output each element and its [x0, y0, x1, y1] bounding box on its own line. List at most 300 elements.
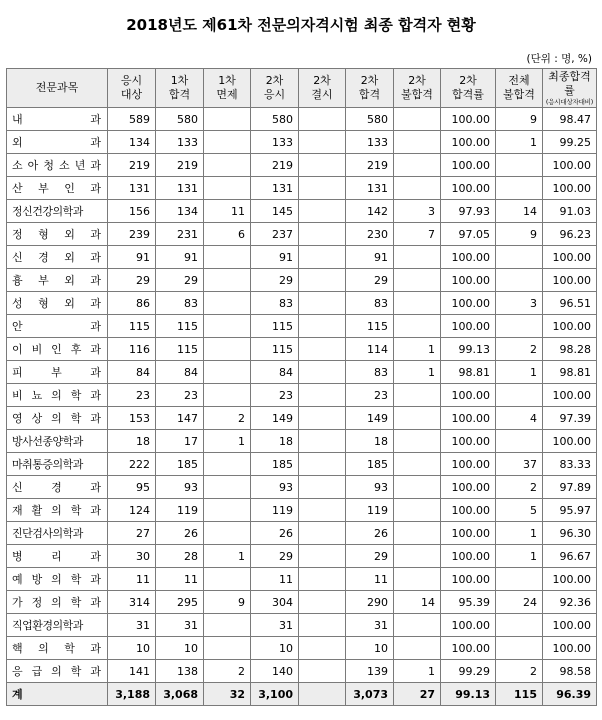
cell-second-fail	[394, 246, 441, 269]
cell-second-fail	[394, 292, 441, 315]
cell-first-pass: 231	[156, 223, 204, 246]
cell-second-rate: 100.00	[441, 522, 496, 545]
cell-eligible: 239	[108, 223, 156, 246]
cell-second-absent	[299, 384, 346, 407]
cell-total-fail: 9	[496, 223, 543, 246]
cell-second-pass: 18	[346, 430, 394, 453]
cell-second-taken: 84	[251, 361, 299, 384]
header-second-pass: 2차 합격	[346, 69, 394, 108]
cell-eligible: 30	[108, 545, 156, 568]
specialty-name	[7, 108, 108, 131]
specialty-name	[7, 637, 108, 660]
cell-first-exempt: 1	[204, 430, 251, 453]
table-row	[7, 614, 597, 637]
cell-total-fail	[496, 269, 543, 292]
table-row	[7, 591, 597, 614]
table-row	[7, 545, 597, 568]
cell-second-rate: 100.00	[441, 637, 496, 660]
specialty-name	[7, 269, 108, 292]
cell-final-rate: 97.39	[543, 407, 597, 430]
cell-final-rate: 100.00	[543, 430, 597, 453]
cell-second-pass: 91	[346, 246, 394, 269]
cell-second-rate: 100.00	[441, 430, 496, 453]
cell-first-exempt: 2	[204, 407, 251, 430]
cell-final-rate: 96.39	[543, 683, 597, 706]
cell-total-fail: 1	[496, 522, 543, 545]
table-row	[7, 361, 597, 384]
table-row	[7, 430, 597, 453]
table-row	[7, 522, 597, 545]
cell-second-taken: 580	[251, 108, 299, 131]
cell-final-rate: 83.33	[543, 453, 597, 476]
cell-first-pass: 11	[156, 568, 204, 591]
specialty-name	[7, 407, 108, 430]
specialty-name-text: 신 경 과	[12, 481, 101, 494]
specialty-name	[7, 568, 108, 591]
cell-final-rate: 96.51	[543, 292, 597, 315]
header-row	[7, 69, 597, 108]
cell-first-pass: 147	[156, 407, 204, 430]
cell-eligible: 23	[108, 384, 156, 407]
cell-first-pass: 26	[156, 522, 204, 545]
cell-total-fail	[496, 614, 543, 637]
cell-final-rate: 99.25	[543, 131, 597, 154]
cell-second-rate: 100.00	[441, 131, 496, 154]
cell-second-taken: 3,100	[251, 683, 299, 706]
cell-first-exempt	[204, 108, 251, 131]
specialty-name	[7, 614, 108, 637]
specialty-name-text: 산 부 인 과	[12, 182, 101, 195]
results-table	[6, 68, 597, 706]
specialty-name-text: 가 정 의 학 과	[12, 596, 101, 609]
cell-second-taken: 29	[251, 269, 299, 292]
cell-eligible: 11	[108, 568, 156, 591]
cell-second-pass: 119	[346, 499, 394, 522]
table-row	[7, 499, 597, 522]
table-row	[7, 407, 597, 430]
cell-second-pass: 23	[346, 384, 394, 407]
cell-first-pass: 84	[156, 361, 204, 384]
cell-eligible: 156	[108, 200, 156, 223]
table-row	[7, 200, 597, 223]
header-first-exempt: 1차 면제	[204, 69, 251, 108]
cell-total-fail: 24	[496, 591, 543, 614]
cell-total-fail	[496, 637, 543, 660]
cell-second-absent	[299, 522, 346, 545]
cell-second-fail: 1	[394, 660, 441, 683]
table-row	[7, 292, 597, 315]
cell-second-absent	[299, 453, 346, 476]
cell-first-exempt: 1	[204, 545, 251, 568]
cell-second-absent	[299, 476, 346, 499]
table-row	[7, 223, 597, 246]
cell-total-fail: 3	[496, 292, 543, 315]
cell-total-fail	[496, 246, 543, 269]
page-title: 2018년도 제61차 전문의자격시험 최종 합격자 현황	[126, 16, 476, 34]
cell-first-exempt	[204, 154, 251, 177]
specialty-name-text: 진단검사의학과	[12, 527, 83, 540]
cell-second-taken: 115	[251, 338, 299, 361]
cell-second-fail	[394, 384, 441, 407]
cell-second-absent	[299, 223, 346, 246]
cell-first-exempt	[204, 568, 251, 591]
cell-second-pass: 83	[346, 361, 394, 384]
cell-second-pass: 29	[346, 269, 394, 292]
specialty-name-text: 내 과	[12, 113, 101, 126]
cell-eligible: 95	[108, 476, 156, 499]
cell-second-taken: 119	[251, 499, 299, 522]
cell-second-fail	[394, 269, 441, 292]
table-row	[7, 637, 597, 660]
specialty-name	[7, 545, 108, 568]
unit-note: (단위 : 명, %)	[526, 53, 592, 65]
cell-first-pass: 91	[156, 246, 204, 269]
specialty-name	[7, 361, 108, 384]
cell-first-exempt	[204, 315, 251, 338]
cell-second-pass: 11	[346, 568, 394, 591]
cell-second-fail: 27	[394, 683, 441, 706]
cell-second-pass: 149	[346, 407, 394, 430]
cell-second-taken: 83	[251, 292, 299, 315]
cell-total-fail: 2	[496, 338, 543, 361]
cell-first-pass: 138	[156, 660, 204, 683]
table-row	[7, 453, 597, 476]
cell-first-pass: 134	[156, 200, 204, 223]
cell-total-fail: 1	[496, 131, 543, 154]
specialty-name	[7, 453, 108, 476]
specialty-name	[7, 131, 108, 154]
cell-eligible: 18	[108, 430, 156, 453]
cell-first-exempt	[204, 453, 251, 476]
cell-total-fail: 14	[496, 200, 543, 223]
cell-eligible: 219	[108, 154, 156, 177]
cell-eligible: 314	[108, 591, 156, 614]
cell-eligible: 222	[108, 453, 156, 476]
cell-final-rate: 95.97	[543, 499, 597, 522]
cell-final-rate: 100.00	[543, 154, 597, 177]
cell-eligible: 153	[108, 407, 156, 430]
cell-second-fail: 14	[394, 591, 441, 614]
cell-first-exempt	[204, 131, 251, 154]
header-second-taken: 2차 응시	[251, 69, 299, 108]
cell-total-fail	[496, 430, 543, 453]
cell-second-pass: 93	[346, 476, 394, 499]
cell-second-rate: 100.00	[441, 154, 496, 177]
cell-second-fail: 1	[394, 361, 441, 384]
cell-second-absent	[299, 131, 346, 154]
cell-second-taken: 133	[251, 131, 299, 154]
cell-first-exempt	[204, 269, 251, 292]
cell-second-taken: 93	[251, 476, 299, 499]
cell-second-fail	[394, 453, 441, 476]
cell-second-pass: 131	[346, 177, 394, 200]
cell-second-taken: 237	[251, 223, 299, 246]
cell-first-pass: 10	[156, 637, 204, 660]
cell-second-fail: 1	[394, 338, 441, 361]
cell-final-rate: 92.36	[543, 591, 597, 614]
cell-second-fail	[394, 522, 441, 545]
table-row	[7, 131, 597, 154]
cell-second-absent	[299, 154, 346, 177]
cell-second-rate: 100.00	[441, 108, 496, 131]
cell-second-rate: 100.00	[441, 499, 496, 522]
specialty-name-text: 이 비 인 후 과	[12, 343, 101, 356]
cell-second-absent	[299, 660, 346, 683]
cell-second-pass: 115	[346, 315, 394, 338]
cell-second-rate: 97.05	[441, 223, 496, 246]
header-second-fail: 2차 불합격	[394, 69, 441, 108]
specialty-name-text: 흉 부 외 과	[12, 274, 101, 287]
cell-total-fail: 4	[496, 407, 543, 430]
cell-first-pass: 133	[156, 131, 204, 154]
cell-total-fail	[496, 154, 543, 177]
cell-second-fail	[394, 568, 441, 591]
cell-second-taken: 219	[251, 154, 299, 177]
cell-eligible: 131	[108, 177, 156, 200]
cell-second-fail	[394, 108, 441, 131]
cell-first-pass: 29	[156, 269, 204, 292]
cell-second-taken: 18	[251, 430, 299, 453]
specialty-name	[7, 315, 108, 338]
cell-first-exempt	[204, 637, 251, 660]
cell-second-absent	[299, 407, 346, 430]
cell-second-pass: 219	[346, 154, 394, 177]
cell-first-pass: 23	[156, 384, 204, 407]
cell-eligible: 29	[108, 269, 156, 292]
cell-final-rate: 98.58	[543, 660, 597, 683]
specialty-name-text: 직업환경의학과	[12, 619, 83, 632]
cell-first-pass: 295	[156, 591, 204, 614]
table-row	[7, 476, 597, 499]
cell-eligible: 91	[108, 246, 156, 269]
header-final-rate: 최종합격률 (응시대상자대비)	[543, 69, 597, 108]
table-row	[7, 154, 597, 177]
cell-first-exempt: 11	[204, 200, 251, 223]
cell-second-pass: 31	[346, 614, 394, 637]
cell-total-fail	[496, 568, 543, 591]
specialty-name	[7, 223, 108, 246]
cell-second-taken: 29	[251, 545, 299, 568]
cell-second-absent	[299, 591, 346, 614]
cell-second-pass: 3,073	[346, 683, 394, 706]
specialty-name	[7, 430, 108, 453]
specialty-name	[7, 177, 108, 200]
cell-second-absent	[299, 315, 346, 338]
cell-final-rate: 100.00	[543, 269, 597, 292]
specialty-name	[7, 660, 108, 683]
specialty-name	[7, 591, 108, 614]
cell-total-fail	[496, 315, 543, 338]
specialty-name-text: 방사선종양학과	[12, 435, 83, 448]
cell-first-pass: 185	[156, 453, 204, 476]
cell-second-fail	[394, 131, 441, 154]
cell-second-absent	[299, 568, 346, 591]
table-row	[7, 269, 597, 292]
cell-second-taken: 115	[251, 315, 299, 338]
specialty-name-text: 핵 의 학 과	[12, 642, 101, 655]
specialty-name	[7, 384, 108, 407]
cell-second-absent	[299, 108, 346, 131]
header-eligible: 응시 대상	[108, 69, 156, 108]
specialty-name	[7, 476, 108, 499]
cell-second-rate: 95.39	[441, 591, 496, 614]
cell-first-exempt	[204, 338, 251, 361]
total-row	[7, 683, 597, 706]
cell-first-pass: 119	[156, 499, 204, 522]
cell-first-pass: 17	[156, 430, 204, 453]
cell-total-fail: 9	[496, 108, 543, 131]
cell-second-taken: 140	[251, 660, 299, 683]
cell-second-taken: 26	[251, 522, 299, 545]
table-row	[7, 338, 597, 361]
cell-eligible: 589	[108, 108, 156, 131]
cell-second-rate: 100.00	[441, 177, 496, 200]
table-row	[7, 246, 597, 269]
cell-second-taken: 23	[251, 384, 299, 407]
cell-second-taken: 31	[251, 614, 299, 637]
table-row	[7, 384, 597, 407]
cell-first-pass: 93	[156, 476, 204, 499]
specialty-name-text: 예 방 의 학 과	[12, 573, 101, 586]
cell-second-rate: 100.00	[441, 407, 496, 430]
cell-second-pass: 83	[346, 292, 394, 315]
cell-first-exempt	[204, 522, 251, 545]
specialty-name-text: 안 과	[12, 320, 101, 333]
cell-second-taken: 91	[251, 246, 299, 269]
cell-total-fail: 37	[496, 453, 543, 476]
cell-first-exempt: 2	[204, 660, 251, 683]
cell-second-absent	[299, 200, 346, 223]
header-first-pass: 1차 합격	[156, 69, 204, 108]
specialty-name-text: 성 형 외 과	[12, 297, 101, 310]
specialty-name-text: 피 부 과	[12, 366, 101, 379]
cell-second-fail	[394, 315, 441, 338]
cell-second-absent	[299, 614, 346, 637]
cell-second-fail	[394, 177, 441, 200]
cell-first-exempt	[204, 499, 251, 522]
cell-final-rate: 96.30	[543, 522, 597, 545]
cell-second-taken: 10	[251, 637, 299, 660]
cell-final-rate: 98.47	[543, 108, 597, 131]
cell-second-rate: 100.00	[441, 476, 496, 499]
cell-final-rate: 100.00	[543, 177, 597, 200]
cell-final-rate: 100.00	[543, 315, 597, 338]
cell-final-rate: 100.00	[543, 637, 597, 660]
cell-second-pass: 139	[346, 660, 394, 683]
cell-second-rate: 100.00	[441, 246, 496, 269]
cell-first-exempt: 32	[204, 683, 251, 706]
cell-second-absent	[299, 246, 346, 269]
cell-first-pass: 83	[156, 292, 204, 315]
cell-first-exempt	[204, 614, 251, 637]
header-specialty: 전문과목	[7, 69, 108, 108]
specialty-name-text: 재 활 의 학 과	[12, 504, 101, 517]
cell-eligible: 124	[108, 499, 156, 522]
cell-first-exempt	[204, 361, 251, 384]
table-row	[7, 177, 597, 200]
cell-eligible: 84	[108, 361, 156, 384]
cell-total-fail: 1	[496, 545, 543, 568]
cell-second-fail	[394, 407, 441, 430]
cell-second-pass: 290	[346, 591, 394, 614]
specialty-name	[7, 499, 108, 522]
header-total-fail: 전체 불합격	[496, 69, 543, 108]
cell-second-pass: 580	[346, 108, 394, 131]
cell-final-rate: 97.89	[543, 476, 597, 499]
cell-first-pass: 219	[156, 154, 204, 177]
cell-second-absent	[299, 292, 346, 315]
cell-second-absent	[299, 637, 346, 660]
cell-second-rate: 100.00	[441, 384, 496, 407]
cell-second-pass: 10	[346, 637, 394, 660]
cell-second-absent	[299, 361, 346, 384]
cell-first-exempt	[204, 384, 251, 407]
cell-final-rate: 96.23	[543, 223, 597, 246]
cell-final-rate: 98.28	[543, 338, 597, 361]
cell-eligible: 10	[108, 637, 156, 660]
specialty-name-text: 마취통증의학과	[12, 458, 83, 471]
cell-second-absent	[299, 430, 346, 453]
cell-second-absent	[299, 499, 346, 522]
cell-second-rate: 100.00	[441, 292, 496, 315]
cell-eligible: 27	[108, 522, 156, 545]
cell-second-taken: 304	[251, 591, 299, 614]
cell-first-pass: 115	[156, 338, 204, 361]
cell-second-absent	[299, 545, 346, 568]
cell-eligible: 116	[108, 338, 156, 361]
cell-second-pass: 29	[346, 545, 394, 568]
cell-second-taken: 185	[251, 453, 299, 476]
cell-second-fail	[394, 614, 441, 637]
specialty-name-text: 정 형 외 과	[12, 228, 101, 241]
cell-second-rate: 99.13	[441, 683, 496, 706]
cell-second-absent	[299, 269, 346, 292]
header-second-absent: 2차 결시	[299, 69, 346, 108]
header-second-rate: 2차 합격률	[441, 69, 496, 108]
cell-final-rate: 100.00	[543, 614, 597, 637]
cell-eligible: 141	[108, 660, 156, 683]
cell-second-rate: 100.00	[441, 269, 496, 292]
cell-first-exempt	[204, 476, 251, 499]
cell-second-taken: 11	[251, 568, 299, 591]
cell-second-pass: 114	[346, 338, 394, 361]
cell-second-fail	[394, 499, 441, 522]
specialty-name-text: 영 상 의 학 과	[12, 412, 101, 425]
cell-second-pass: 230	[346, 223, 394, 246]
cell-first-exempt	[204, 292, 251, 315]
cell-second-pass: 133	[346, 131, 394, 154]
cell-second-absent	[299, 683, 346, 706]
cell-second-fail	[394, 154, 441, 177]
specialty-name	[7, 338, 108, 361]
cell-first-pass: 115	[156, 315, 204, 338]
table-row	[7, 108, 597, 131]
cell-final-rate: 100.00	[543, 384, 597, 407]
cell-eligible: 115	[108, 315, 156, 338]
cell-total-fail: 115	[496, 683, 543, 706]
specialty-name	[7, 292, 108, 315]
cell-second-fail	[394, 476, 441, 499]
specialty-name-text: 외 과	[12, 136, 101, 149]
specialty-name-text: 소 아 청 소 년 과	[12, 159, 101, 172]
cell-first-pass: 31	[156, 614, 204, 637]
cell-second-pass: 185	[346, 453, 394, 476]
table-row	[7, 315, 597, 338]
cell-second-fail	[394, 430, 441, 453]
cell-second-rate: 100.00	[441, 568, 496, 591]
specialty-name	[7, 246, 108, 269]
cell-final-rate: 100.00	[543, 246, 597, 269]
